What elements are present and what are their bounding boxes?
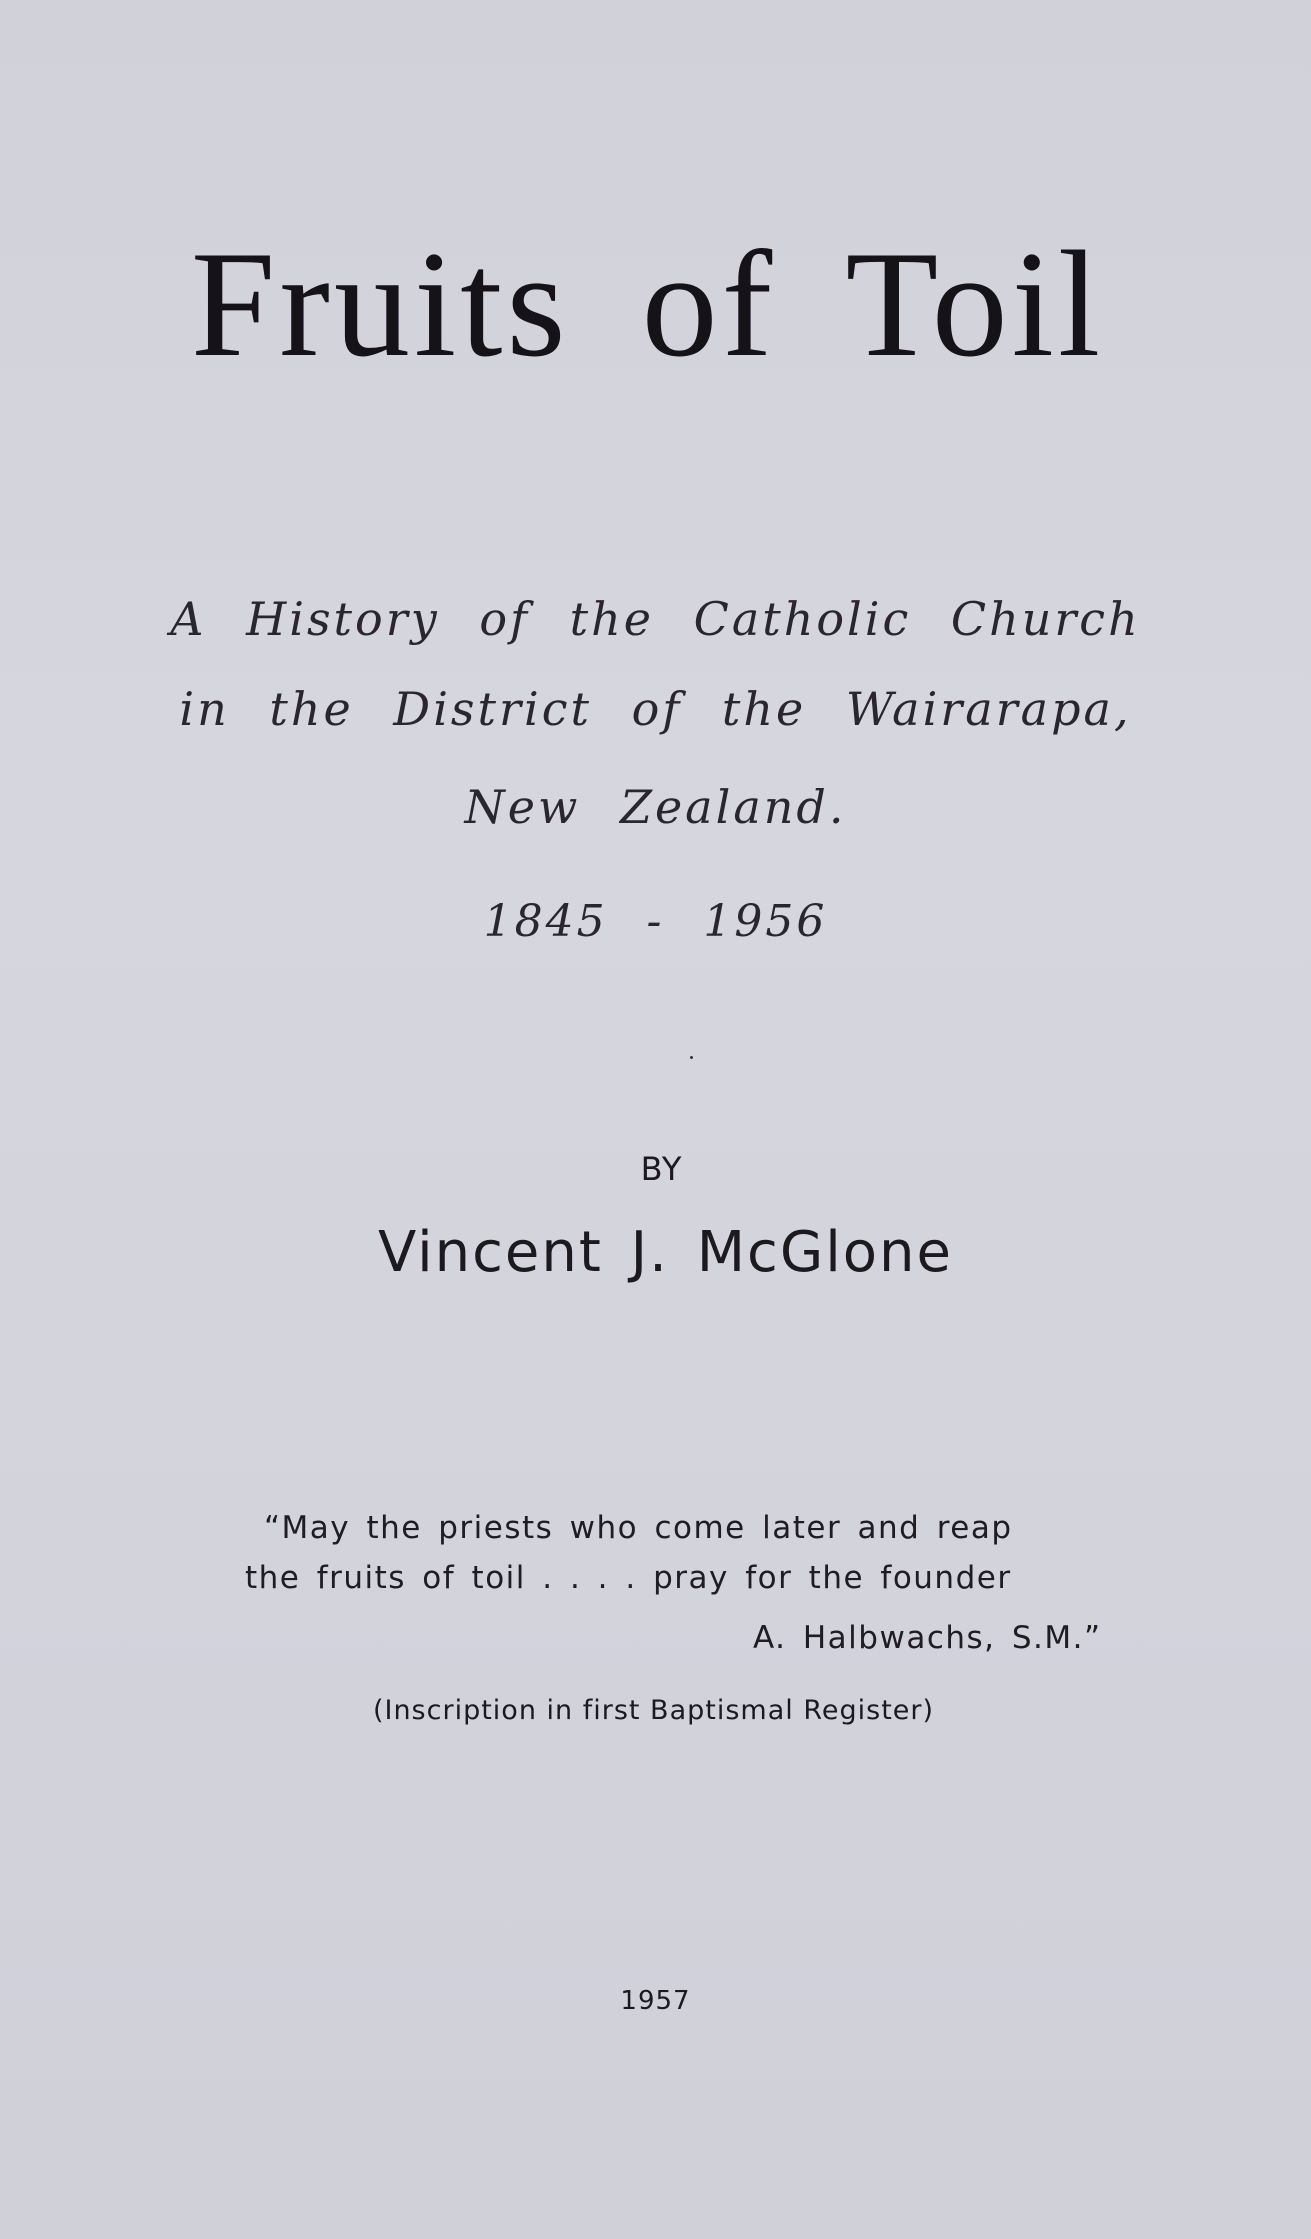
quote-line-2: the fruits of toil . . . . pray for the founder (245, 1560, 1012, 1596)
byline-label: BY (640, 1150, 683, 1188)
date-range: 1845 - 1956 (483, 896, 828, 947)
subtitle-line-3: New Zealand. (464, 780, 847, 834)
publication-year: 1957 (620, 1986, 691, 2016)
book-title: Fruits of Toil (190, 220, 1105, 388)
inscription-note: (Inscription in first Baptismal Register) (372, 1695, 935, 1726)
ink-speck (690, 1056, 693, 1059)
subtitle-line-2: in the District of the Wairarapa, (179, 682, 1132, 736)
author-name: Vincent J. McGlone (377, 1220, 953, 1285)
quote-line-1: “May the priests who come later and reap (264, 1510, 1013, 1546)
quote-attribution: A. Halbwachs, S.M.” (753, 1620, 1102, 1656)
subtitle-line-1: A History of the Catholic Church (170, 592, 1141, 646)
